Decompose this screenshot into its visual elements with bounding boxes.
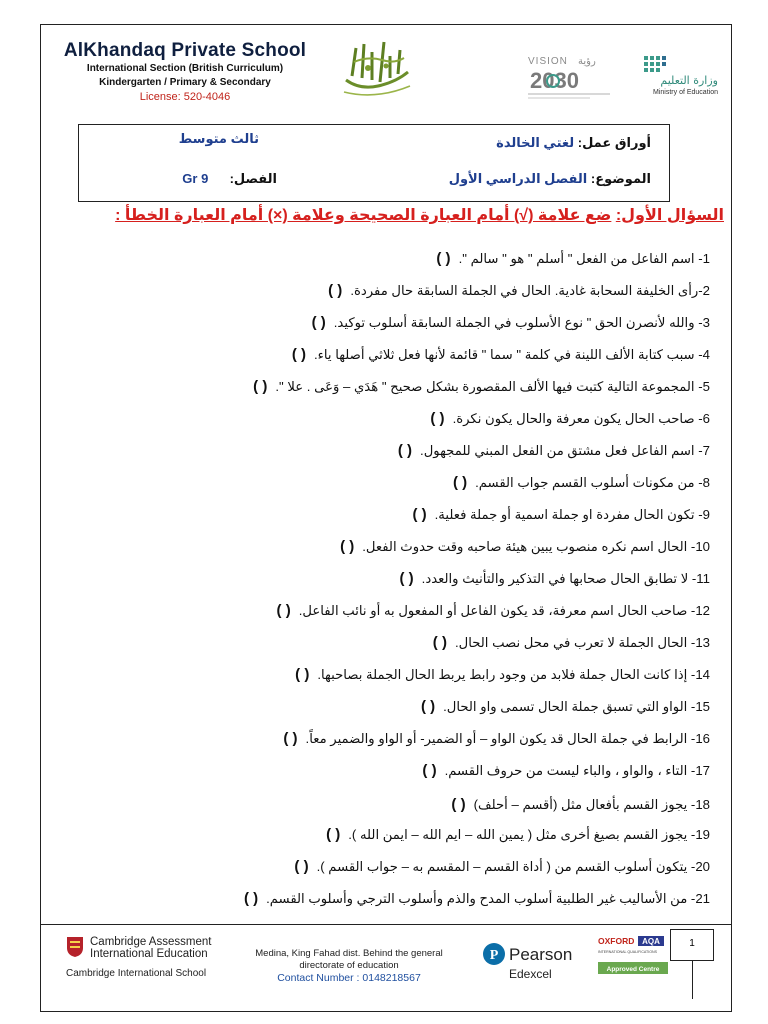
statement-row xyxy=(412,506,710,523)
vision-arabic: رؤية xyxy=(578,56,596,67)
school-address xyxy=(246,948,452,984)
page-number-stem xyxy=(692,961,693,999)
statement-row xyxy=(253,378,710,395)
statement-text: 5- المجموعة التالية كتبت فيها الألف المقصورة بشكل صحيح " هَدَي – وَعَى . علا ". xyxy=(275,379,710,394)
answer-box[interactable]: ( ) xyxy=(294,858,309,875)
answer-box[interactable]: ( ) xyxy=(253,378,268,395)
subject-label: الموضوع: xyxy=(590,171,651,186)
aqa-wordmark: AQA xyxy=(642,937,660,946)
statement-text: 13- الحال الجملة لا تعرب في محل نصب الحال. xyxy=(454,635,710,650)
cambridge-shield-icon xyxy=(66,936,84,958)
school-section: International Section (British Curriculum) xyxy=(86,63,284,74)
pearson-edexcel-logo xyxy=(482,938,582,982)
vision-2030-logo xyxy=(520,50,620,102)
class-line xyxy=(182,171,277,187)
statement-row xyxy=(283,730,710,747)
statement-row xyxy=(312,314,710,331)
answer-box[interactable]: ( ) xyxy=(432,634,447,651)
answer-box[interactable]: ( ) xyxy=(420,698,436,715)
approved-centre-label: Approved Centre xyxy=(606,966,660,973)
statement-text: 1- اسم الفاعل من الفعل " أسلم " هو " سالم ". xyxy=(458,251,710,266)
statement-text: 15- الواو التي تسبق جملة الحال تسمى واو الحال. xyxy=(443,699,710,714)
answer-box[interactable]: ( ) xyxy=(283,730,298,747)
worksheet-label xyxy=(496,135,651,151)
school-license: License: 520-4046 xyxy=(139,91,231,103)
statement-text: 17- التاء ، والواو ، والباء ليست من حروف القسم. xyxy=(444,763,710,778)
statement-text: 6- صاحب الحال يكون معرفة والحال يكون نكرة. xyxy=(452,411,710,426)
grade-level: ثالث متوسط xyxy=(178,131,259,146)
statement-text: 3- والله لأنصرن الحق " نوع الأسلوب في الجملة السابقة أسلوب توكيد. xyxy=(333,315,710,330)
statement-row xyxy=(436,250,710,267)
school-header xyxy=(50,40,320,103)
oxford-wordmark: OXFORD xyxy=(598,936,635,946)
statement-text: 7- اسم الفاعل فعل مشتق من الفعل المبني للمجهول. xyxy=(420,443,710,458)
school-name: AlKhandaq Private School xyxy=(63,40,307,61)
moe-arabic: وزارة التعليم xyxy=(660,74,718,87)
address-text: Medina, King Fahad dist. Behind the general directorate of education xyxy=(255,948,443,971)
page-number: 1 xyxy=(670,929,714,961)
answer-box[interactable]: ( ) xyxy=(291,346,306,363)
statement-text: 12- صاحب الحال اسم معرفة، قد يكون الفاعل أو المفعول به أو نائب الفاعل. xyxy=(298,603,710,618)
oxford-aqa-logo xyxy=(596,934,670,980)
statement-row xyxy=(294,858,710,875)
footer-divider xyxy=(40,924,732,925)
question-number: السؤال الأول: xyxy=(615,207,724,224)
statement-text: 21- من الأساليب غير الطلبية أسلوب المدح والذم وأسلوب الترجي وأسلوب القسم. xyxy=(266,891,710,906)
answer-box[interactable]: ( ) xyxy=(422,762,437,779)
statement-text: 8- من مكونات أسلوب القسم جواب القسم. xyxy=(475,475,710,490)
khandaq-calligraphy-logo xyxy=(338,36,416,100)
answer-box[interactable]: ( ) xyxy=(412,506,427,523)
worksheet-value: لغتي الخالدة xyxy=(496,135,575,150)
statement-row xyxy=(421,698,710,715)
pearson-wordmark: Pearson xyxy=(509,945,573,964)
statement-text: 9- تكون الحال مفردة او جملة اسمية أو جملة فعلية. xyxy=(434,507,710,522)
statement-row xyxy=(244,890,710,907)
worksheet-label-text: أوراق عمل: xyxy=(577,135,651,150)
statement-text: 10- الحال اسم نكره منصوب يبين هيئة صاحبه وقت حدوث الفعل. xyxy=(362,539,710,554)
svg-text:P: P xyxy=(489,948,499,963)
contact-number: Contact Number : 0148218567 xyxy=(277,972,421,984)
statement-row xyxy=(295,666,710,683)
answer-box[interactable]: ( ) xyxy=(399,570,414,587)
subject-value: الفصل الدراسي الأول xyxy=(448,171,588,186)
moe-english: Ministry of Education xyxy=(653,89,718,96)
statement-row xyxy=(400,570,711,587)
vision-label: VISION xyxy=(528,56,568,67)
answer-box[interactable]: ( ) xyxy=(340,538,355,555)
answer-box[interactable]: ( ) xyxy=(311,314,326,331)
answer-box[interactable]: ( ) xyxy=(397,442,413,459)
statement-row xyxy=(430,410,710,427)
answer-box[interactable]: ( ) xyxy=(328,282,343,299)
cambridge-line1: Cambridge Assessment xyxy=(90,936,212,948)
statement-row xyxy=(451,796,710,813)
ministry-of-education-logo xyxy=(638,50,720,98)
statement-text: 20- يتكون أسلوب القسم من ( أداة القسم – المقسم به – جواب القسم ). xyxy=(316,859,710,874)
worksheet-info-box xyxy=(78,124,670,202)
statement-row xyxy=(340,538,710,555)
statement-row xyxy=(398,442,710,459)
school-levels: Kindergarten / Primary & Secondary xyxy=(99,77,271,88)
subject-line xyxy=(449,171,651,187)
edexcel-wordmark: Edexcel xyxy=(509,967,552,981)
answer-box[interactable]: ( ) xyxy=(451,796,466,813)
oxford-subline: INTERNATIONAL QUALIFICATIONS xyxy=(598,950,658,954)
statement-row xyxy=(328,282,710,299)
answer-box[interactable]: ( ) xyxy=(430,410,445,427)
class-value: Gr 9 xyxy=(182,171,209,186)
statement-text: 19- يجوز القسم بصيغ أخرى مثل ( يمين الله – ايم الله – ايمن الله ). xyxy=(348,827,710,842)
answer-box[interactable]: ( ) xyxy=(243,890,259,907)
statement-row xyxy=(422,762,710,779)
class-label: الفصل: xyxy=(229,171,277,186)
statement-text: 2-رأى الخليفة السحابة غادية. الحال في الجملة السابقة حال مفردة. xyxy=(350,283,710,298)
question-instruction: ضع علامة (√) أمام العبارة الصحيحة وعلامة (×) أمام العبارة الخطأ : xyxy=(115,207,612,224)
answer-box[interactable]: ( ) xyxy=(436,250,451,267)
statement-text: 4- سبب كتابة الألف اللينة في كلمة " سما " قائمة لأنها فعل ثلاثي أصلها ياء. xyxy=(313,347,710,362)
answer-box[interactable]: ( ) xyxy=(276,602,291,619)
answer-box[interactable]: ( ) xyxy=(295,666,310,683)
question-heading xyxy=(44,205,724,225)
statement-row xyxy=(433,634,710,651)
statement-row xyxy=(453,474,710,491)
cambridge-line2: International Education xyxy=(90,948,208,960)
statement-row xyxy=(292,346,710,363)
cambridge-school: Cambridge International School xyxy=(66,968,207,979)
statement-row xyxy=(277,602,710,619)
answer-box[interactable]: ( ) xyxy=(452,474,468,491)
cambridge-logo xyxy=(66,936,246,979)
statement-text: 18- يجوز القسم بأفعال مثل (أقسم – أحلف) xyxy=(473,797,710,812)
statement-text: 16- الرابط في جملة الحال قد يكون الواو – أو الضمير- أو الواو والضمير معاً. xyxy=(305,731,710,746)
answer-box[interactable]: ( ) xyxy=(326,826,341,843)
vision-year: 2030 xyxy=(530,68,579,93)
statement-text: 14- إذا كانت الحال جملة فلابد من وجود رابط يربط الحال الجملة بصاحبها. xyxy=(317,667,710,682)
statement-row xyxy=(326,826,710,843)
statement-text: 11- لا تطابق الحال صحابها في التذكير والتأنيث والعدد. xyxy=(421,571,710,586)
